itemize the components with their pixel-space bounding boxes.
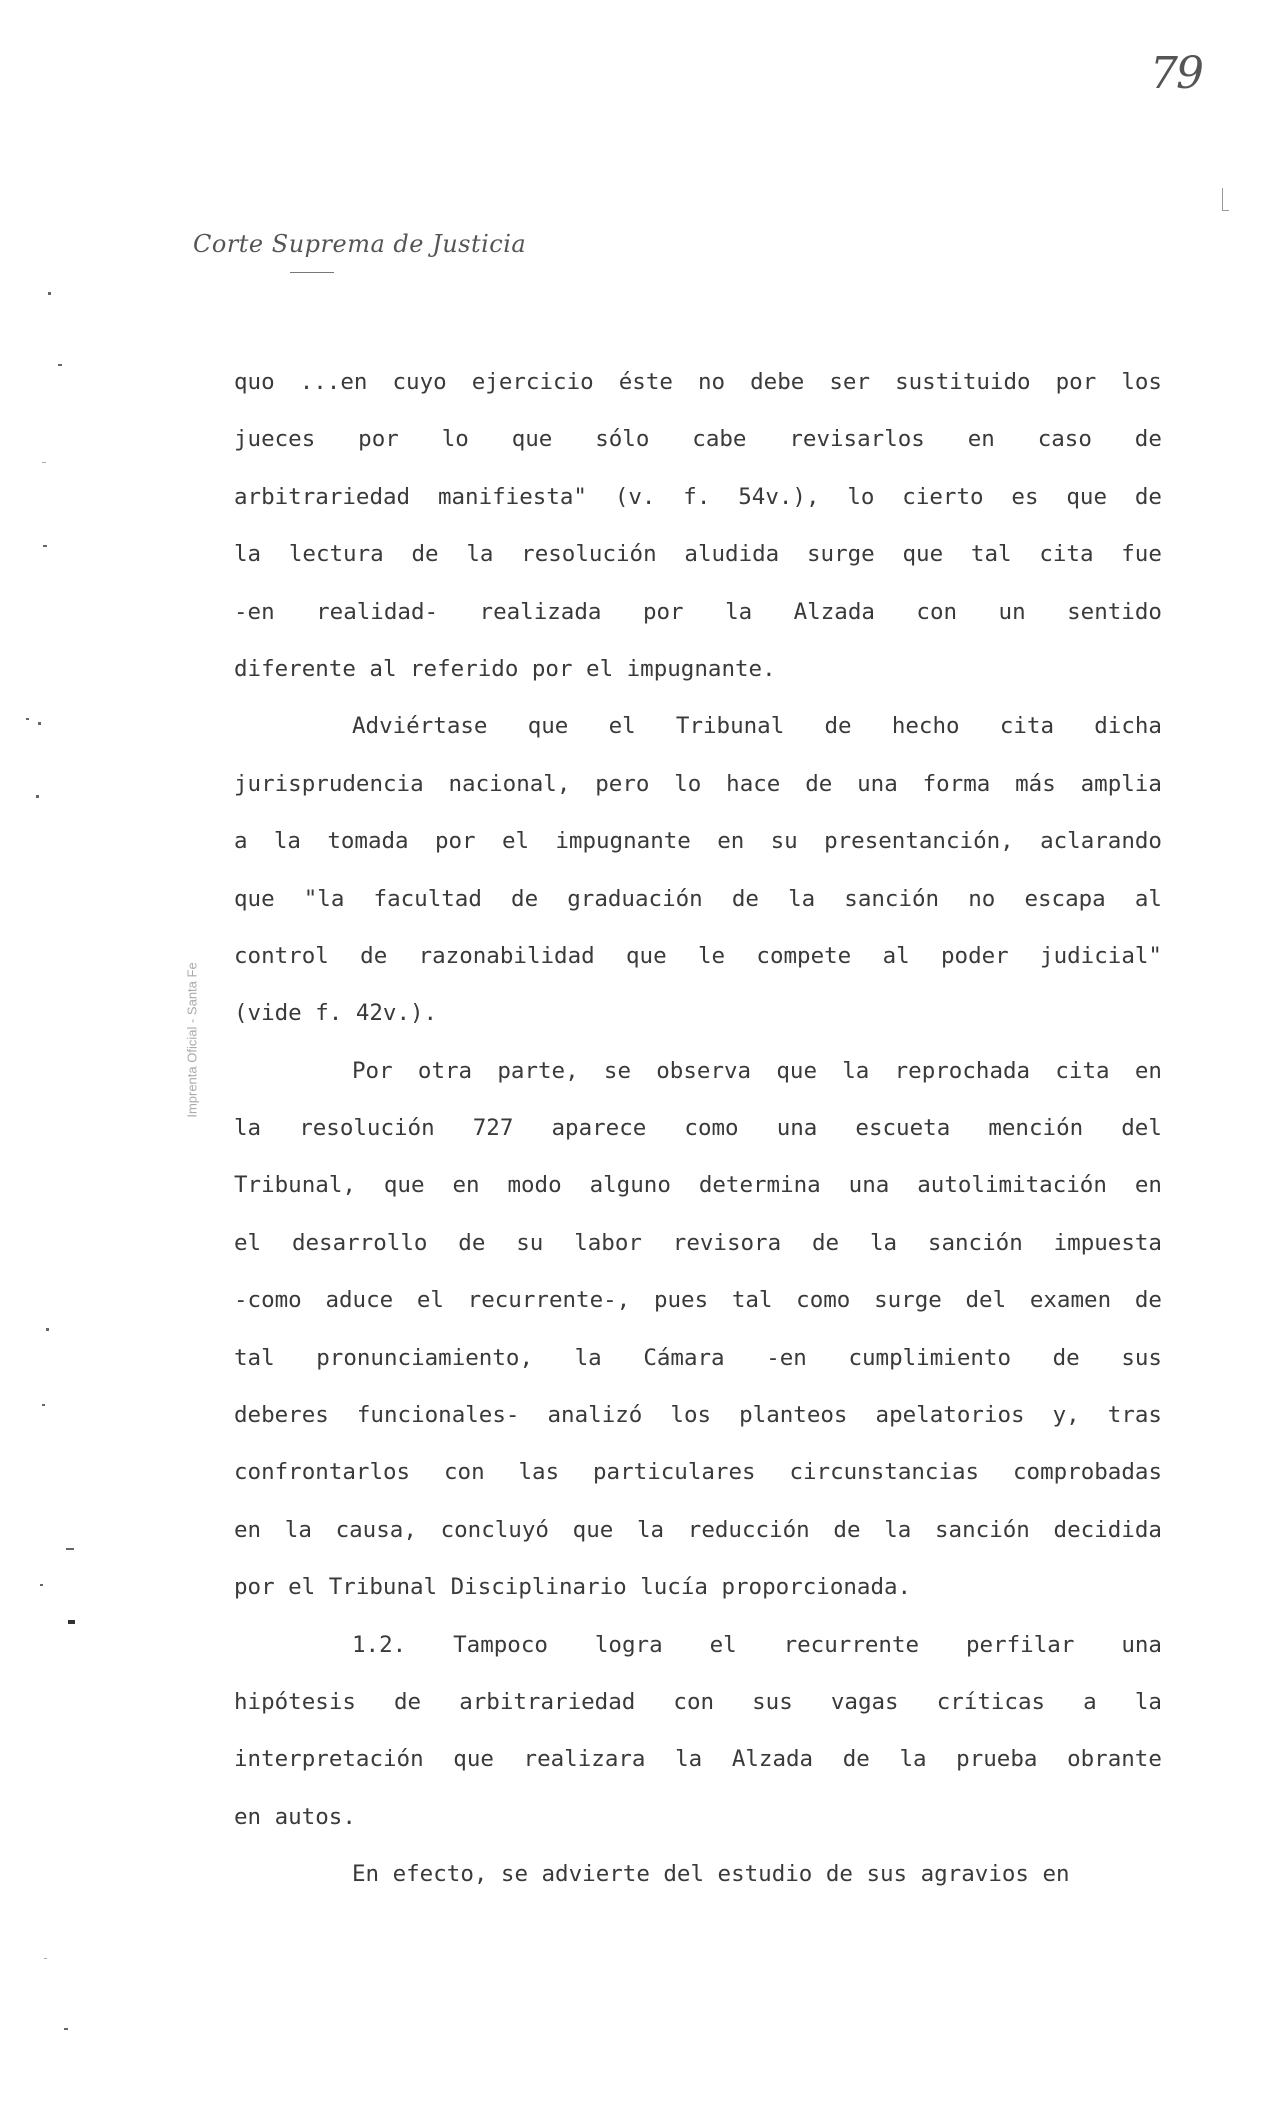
word: como bbox=[684, 1115, 739, 1142]
word: de bbox=[842, 1746, 870, 1773]
word: lectura bbox=[288, 541, 384, 568]
word: aclarando bbox=[1040, 828, 1162, 855]
word: lo bbox=[441, 426, 469, 453]
text-line bbox=[234, 1502, 1162, 1559]
word: labor bbox=[574, 1229, 642, 1256]
word: éste bbox=[618, 369, 673, 395]
word: graduación bbox=[567, 885, 703, 912]
word: las bbox=[518, 1459, 560, 1486]
word: alguno bbox=[589, 1172, 671, 1199]
word: facultad bbox=[373, 885, 482, 912]
word: jurisprudencia bbox=[234, 770, 424, 797]
word: fue bbox=[1121, 541, 1162, 568]
word: cuyo bbox=[392, 369, 447, 395]
word: Cámara bbox=[643, 1344, 725, 1371]
word: prueba bbox=[956, 1746, 1038, 1773]
word: -en bbox=[766, 1344, 807, 1371]
word: Disciplinario bbox=[450, 1574, 627, 1601]
text-line bbox=[234, 1157, 1162, 1214]
word: en bbox=[452, 1172, 480, 1199]
word: la bbox=[637, 1516, 665, 1543]
word: hace bbox=[726, 770, 781, 797]
word: un bbox=[998, 598, 1026, 625]
word: de bbox=[805, 770, 833, 797]
word: una bbox=[1121, 1631, 1162, 1658]
word: el bbox=[416, 1287, 444, 1314]
word: presentanción, bbox=[824, 828, 1014, 855]
folio-number: 79 bbox=[1150, 48, 1202, 99]
scan-speck bbox=[36, 795, 39, 798]
scan-speck bbox=[26, 718, 29, 720]
word: de bbox=[1134, 483, 1162, 510]
word: de bbox=[731, 885, 759, 912]
word: Tampoco bbox=[453, 1631, 548, 1658]
text-line bbox=[234, 1043, 1162, 1100]
word: cita bbox=[1055, 1057, 1110, 1084]
word: cabe bbox=[692, 426, 747, 453]
word: la bbox=[842, 1057, 870, 1084]
word: ...en bbox=[299, 369, 368, 395]
word: que bbox=[776, 1057, 817, 1084]
word: mención bbox=[988, 1115, 1084, 1142]
word: por bbox=[1055, 369, 1097, 395]
word: el bbox=[586, 655, 614, 682]
word: 727 bbox=[472, 1115, 514, 1142]
word: advierte bbox=[541, 1861, 650, 1888]
word: amplia bbox=[1080, 770, 1162, 797]
word: deberes bbox=[234, 1402, 329, 1429]
word: desarrollo bbox=[291, 1229, 428, 1256]
word: -como bbox=[234, 1287, 302, 1314]
word: causa, bbox=[335, 1516, 417, 1543]
word: cita bbox=[1039, 541, 1094, 568]
word: con bbox=[443, 1459, 485, 1486]
word: como bbox=[796, 1287, 851, 1314]
scan-speck bbox=[40, 1584, 43, 1586]
word: diferente bbox=[234, 655, 356, 682]
word: una bbox=[776, 1115, 818, 1142]
word: Alzada bbox=[793, 598, 875, 625]
word: aduce bbox=[325, 1287, 394, 1314]
word: hecho bbox=[891, 713, 960, 740]
word: aparece bbox=[551, 1115, 647, 1142]
word: no bbox=[968, 885, 996, 912]
word: el bbox=[709, 1631, 737, 1658]
word: de bbox=[1134, 1287, 1162, 1314]
text-line bbox=[234, 928, 1162, 985]
text-line bbox=[234, 641, 1162, 698]
word: logra bbox=[594, 1631, 663, 1658]
word: es bbox=[1011, 483, 1039, 510]
word: cita bbox=[999, 713, 1054, 740]
word: de bbox=[812, 1229, 840, 1256]
word: con bbox=[673, 1688, 715, 1715]
word: decidida bbox=[1053, 1516, 1162, 1543]
word: recurrente bbox=[783, 1631, 920, 1658]
word: caso bbox=[1037, 426, 1092, 453]
word: la bbox=[899, 1746, 927, 1773]
text-line bbox=[234, 1846, 1162, 1903]
word: funcionales- bbox=[356, 1402, 520, 1429]
word: en bbox=[1042, 1861, 1070, 1888]
word: nacional, bbox=[448, 770, 571, 797]
word: una bbox=[848, 1172, 890, 1199]
word: críticas bbox=[936, 1688, 1046, 1715]
word: referido bbox=[410, 655, 519, 682]
word: una bbox=[857, 770, 898, 797]
word: de bbox=[1052, 1344, 1080, 1371]
word: por bbox=[434, 828, 476, 855]
text-line bbox=[234, 526, 1162, 583]
word: que bbox=[511, 426, 553, 453]
text-line bbox=[234, 1100, 1162, 1157]
word: se bbox=[500, 1861, 529, 1888]
word: debe bbox=[750, 369, 805, 395]
word: se bbox=[603, 1057, 631, 1084]
word: control bbox=[234, 942, 329, 969]
word: arbitrariedad bbox=[234, 483, 411, 510]
word: del bbox=[1121, 1115, 1162, 1142]
word: sus bbox=[866, 1861, 908, 1888]
text-line bbox=[234, 411, 1162, 468]
word: autos. bbox=[274, 1803, 356, 1830]
word: vagas bbox=[830, 1688, 899, 1715]
word: con bbox=[916, 598, 958, 625]
word: aludida bbox=[684, 541, 780, 568]
scan-speck bbox=[38, 722, 41, 725]
word: que bbox=[453, 1746, 494, 1773]
word: impugnante. bbox=[626, 655, 776, 682]
word: sentido bbox=[1067, 598, 1162, 625]
text-line bbox=[234, 1559, 1162, 1616]
word: 1.2. bbox=[352, 1631, 407, 1658]
word: observa bbox=[656, 1057, 752, 1084]
word: examen bbox=[1029, 1287, 1112, 1314]
text-line bbox=[234, 1272, 1162, 1329]
word: al bbox=[369, 655, 397, 682]
word: sustituido bbox=[895, 369, 1031, 395]
word: Tribunal bbox=[675, 713, 785, 740]
word: realizada bbox=[479, 598, 602, 625]
text-line bbox=[234, 1444, 1162, 1501]
word: circunstancias bbox=[789, 1459, 980, 1486]
word: su bbox=[516, 1229, 544, 1256]
word: recurrente-, bbox=[467, 1287, 631, 1314]
word: que bbox=[572, 1516, 614, 1543]
word: el bbox=[501, 828, 530, 855]
word: efecto, bbox=[392, 1861, 488, 1888]
word: la bbox=[869, 1229, 898, 1256]
word: forma bbox=[922, 770, 991, 797]
word: que bbox=[527, 713, 569, 740]
word: planteos bbox=[739, 1402, 848, 1429]
word: resolución bbox=[299, 1115, 435, 1142]
body-text bbox=[234, 354, 1162, 1904]
word: el bbox=[234, 1229, 262, 1256]
text-line bbox=[234, 1215, 1162, 1272]
word: en bbox=[1134, 1057, 1162, 1084]
word: En bbox=[352, 1861, 380, 1888]
word: a bbox=[234, 828, 248, 855]
word: del bbox=[663, 1861, 705, 1888]
text-line bbox=[234, 813, 1162, 870]
word: sólo bbox=[595, 426, 650, 453]
word: modo bbox=[507, 1172, 562, 1199]
scan-speck bbox=[43, 545, 47, 547]
text-line bbox=[234, 985, 1162, 1042]
word: que bbox=[1066, 483, 1107, 510]
word: reducción bbox=[687, 1516, 810, 1543]
word: tal bbox=[970, 541, 1012, 568]
word: (vide bbox=[234, 1000, 302, 1027]
text-line bbox=[234, 354, 1162, 411]
word: determina bbox=[698, 1172, 821, 1199]
text-line bbox=[234, 469, 1162, 526]
word: dicha bbox=[1094, 713, 1162, 740]
word: de bbox=[1134, 426, 1162, 453]
word: surge bbox=[874, 1287, 942, 1314]
scan-speck bbox=[46, 1328, 49, 1331]
word: interpretación bbox=[234, 1746, 424, 1773]
page-header: Corte Suprema de Justicia bbox=[193, 230, 527, 258]
word: la bbox=[284, 1516, 312, 1543]
word: de bbox=[833, 1516, 861, 1543]
word: cierto bbox=[902, 483, 984, 510]
word: "la bbox=[303, 885, 345, 912]
word: tal bbox=[234, 1344, 275, 1371]
word: reprochada bbox=[894, 1057, 1031, 1084]
side-imprint: Imprenta Oficial - Santa Fe bbox=[184, 962, 200, 1118]
word: escapa bbox=[1024, 885, 1106, 912]
word: judicial" bbox=[1040, 942, 1162, 969]
word: agravios bbox=[920, 1861, 1029, 1888]
word: la bbox=[466, 541, 494, 568]
word: arbitrariedad bbox=[459, 1688, 636, 1715]
word: el bbox=[288, 1574, 316, 1601]
word: la bbox=[884, 1516, 912, 1543]
word: obrante bbox=[1067, 1746, 1162, 1773]
word: sanción bbox=[927, 1229, 1023, 1256]
word: realidad- bbox=[316, 598, 439, 625]
word: (v. bbox=[614, 483, 656, 510]
word: 54v.), bbox=[738, 483, 820, 510]
word: sus bbox=[752, 1688, 793, 1715]
word: hipótesis bbox=[234, 1688, 356, 1715]
word: poder bbox=[940, 942, 1009, 969]
word: al bbox=[882, 942, 910, 969]
word: parte, bbox=[497, 1057, 579, 1084]
word: Por bbox=[352, 1057, 393, 1084]
word: la bbox=[234, 1115, 262, 1142]
word: autolimitación bbox=[917, 1172, 1107, 1199]
word: ser bbox=[829, 369, 871, 395]
scan-speck bbox=[64, 2028, 68, 2030]
text-line bbox=[234, 698, 1162, 755]
word: por bbox=[642, 598, 684, 625]
text-line bbox=[234, 1731, 1162, 1788]
word: impugnante bbox=[555, 828, 691, 855]
word: los bbox=[670, 1402, 712, 1429]
word: confrontarlos bbox=[234, 1459, 411, 1486]
word: apelatorios bbox=[875, 1402, 1025, 1429]
word: de bbox=[825, 1861, 853, 1888]
word: pero bbox=[595, 770, 650, 797]
word: por bbox=[234, 1574, 275, 1601]
text-line bbox=[234, 1674, 1162, 1731]
text-line bbox=[234, 1617, 1162, 1674]
word: quo bbox=[234, 369, 275, 395]
word: la bbox=[675, 1746, 703, 1773]
text-line bbox=[234, 584, 1162, 641]
word: que bbox=[383, 1172, 425, 1199]
word: más bbox=[1015, 770, 1056, 797]
word: particulares bbox=[593, 1459, 756, 1486]
text-line bbox=[234, 756, 1162, 813]
word: la bbox=[1134, 1688, 1162, 1715]
text-line bbox=[234, 871, 1162, 928]
word: en bbox=[967, 426, 995, 453]
word: sanción bbox=[935, 1516, 1030, 1543]
word: sus bbox=[1121, 1344, 1162, 1371]
header-underline bbox=[290, 272, 334, 273]
word: pronunciamiento, bbox=[316, 1344, 533, 1371]
word: que bbox=[626, 942, 667, 969]
word: al bbox=[1134, 885, 1162, 912]
word: -en bbox=[234, 598, 275, 625]
scan-speck bbox=[58, 364, 62, 366]
word: lo bbox=[847, 483, 875, 510]
word: en bbox=[234, 1803, 262, 1830]
word: escueta bbox=[855, 1115, 951, 1142]
word: jueces bbox=[234, 426, 316, 453]
word: en bbox=[1134, 1172, 1162, 1199]
word: de bbox=[394, 1688, 422, 1715]
word: pues bbox=[653, 1287, 709, 1314]
word: en bbox=[234, 1516, 262, 1543]
word: razonabilidad bbox=[418, 942, 595, 969]
word: concluyó bbox=[440, 1516, 549, 1543]
scan-speck bbox=[44, 1958, 47, 1959]
word: analizó bbox=[547, 1402, 643, 1429]
word: de bbox=[458, 1229, 486, 1256]
word: f. bbox=[683, 483, 711, 510]
word: tras bbox=[1107, 1402, 1162, 1429]
word: sanción bbox=[844, 885, 940, 912]
word: resolución bbox=[521, 541, 657, 568]
edge-mark bbox=[1222, 188, 1229, 211]
word: en bbox=[717, 828, 745, 855]
word: los bbox=[1121, 369, 1162, 395]
word: que bbox=[234, 885, 275, 912]
word: la bbox=[273, 828, 301, 855]
word: Adviértase bbox=[352, 713, 488, 740]
word: de bbox=[411, 541, 439, 568]
scan-speck bbox=[68, 1620, 75, 1624]
text-line bbox=[234, 1387, 1162, 1444]
word: de bbox=[360, 942, 388, 969]
word: que bbox=[902, 541, 944, 568]
word: realizara bbox=[523, 1746, 646, 1773]
word: cumplimiento bbox=[848, 1344, 1012, 1371]
word: ejercicio bbox=[471, 369, 594, 395]
word: f. bbox=[315, 1000, 343, 1027]
word: proporcionada. bbox=[721, 1574, 912, 1601]
word: la bbox=[574, 1344, 602, 1371]
word: revisora bbox=[672, 1229, 782, 1256]
word: la bbox=[234, 541, 262, 568]
word: Tribunal, bbox=[234, 1172, 356, 1199]
word: no bbox=[697, 369, 726, 395]
word: del bbox=[965, 1287, 1007, 1314]
word: manifiesta" bbox=[437, 483, 587, 510]
word: perfilar bbox=[966, 1631, 1075, 1658]
word: la bbox=[725, 598, 753, 625]
word: Tribunal bbox=[328, 1574, 438, 1601]
word: le bbox=[697, 942, 726, 969]
word: comprobadas bbox=[1012, 1459, 1162, 1486]
word: de bbox=[824, 713, 852, 740]
word: impuesta bbox=[1053, 1229, 1162, 1256]
word: por bbox=[358, 426, 399, 453]
word: la bbox=[788, 885, 816, 912]
scan-speck bbox=[66, 1548, 74, 1550]
text-line bbox=[234, 1789, 1162, 1846]
word: otra bbox=[417, 1057, 473, 1084]
word: a bbox=[1083, 1688, 1097, 1715]
word: por bbox=[531, 655, 573, 682]
word: estudio bbox=[717, 1861, 813, 1888]
word: tomada bbox=[327, 828, 409, 855]
word: de bbox=[511, 885, 539, 912]
word: 42v.). bbox=[355, 1000, 438, 1027]
scan-speck bbox=[48, 292, 51, 295]
scan-speck bbox=[42, 462, 46, 463]
word: lucía bbox=[640, 1574, 708, 1601]
word: revisarlos bbox=[789, 426, 925, 453]
word: surge bbox=[807, 541, 875, 568]
word: su bbox=[770, 828, 798, 855]
word: Alzada bbox=[731, 1746, 814, 1773]
scan-speck bbox=[42, 1404, 45, 1406]
word: el bbox=[608, 713, 636, 740]
text-line bbox=[234, 1330, 1162, 1387]
word: lo bbox=[674, 770, 702, 797]
word: tal bbox=[731, 1287, 773, 1314]
word: compete bbox=[756, 942, 852, 969]
word: y, bbox=[1052, 1402, 1080, 1429]
